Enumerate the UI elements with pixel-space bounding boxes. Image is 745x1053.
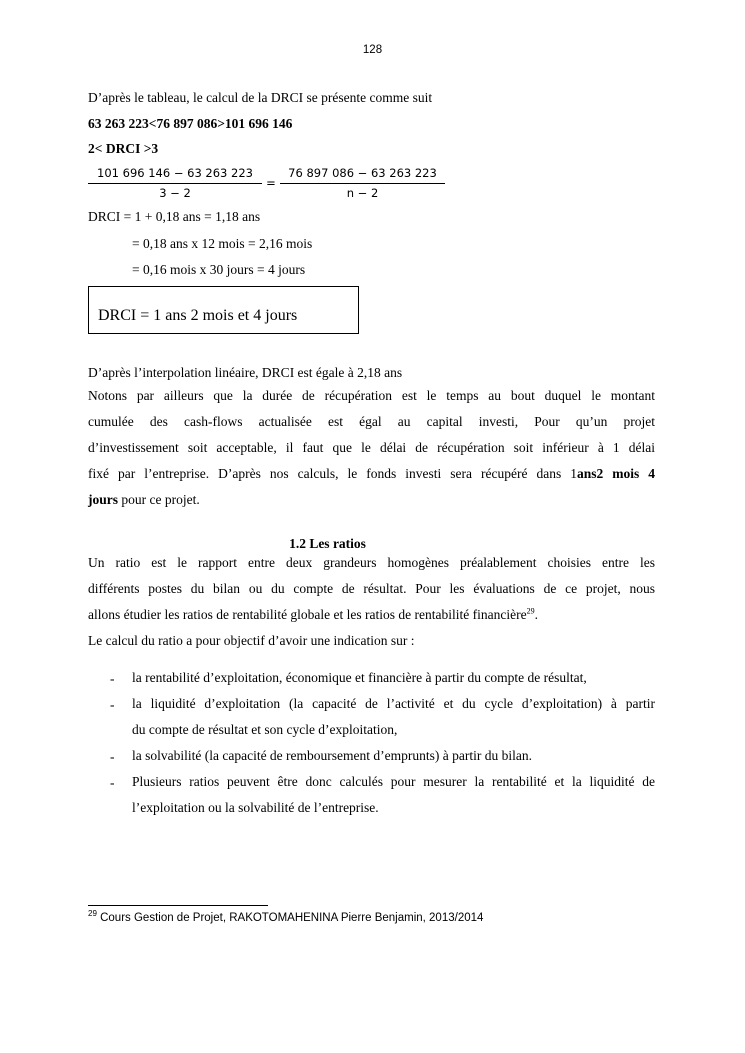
- notons-line-4-text: fixé par l’entreprise. D’après nos calculs, le fonds investi sera récupéré dans 1: [88, 466, 577, 481]
- bullet-item-4: [132, 769, 655, 821]
- section-heading: 1.2 Les ratios: [289, 536, 366, 551]
- calc-step-1: DRCI = 1 + 0,18 ans = 1,18 ans: [88, 209, 261, 224]
- notons-paragraph: [88, 383, 655, 513]
- interpolation-line: D’après l’interpolation linéaire, DRCI est égale à 2,18 ans: [88, 365, 403, 380]
- calc-intro: D’après le tableau, le calcul de la DRCI se présente comme suit: [88, 90, 433, 105]
- notons-line-5-bold: jours: [88, 492, 118, 507]
- bullet-item-2: [132, 691, 655, 743]
- ratio-line-4: Le calcul du ratio a pour objectif d’avoir une indication sur :: [88, 633, 415, 648]
- bullet-2-line-1: la liquidité d’exploitation (la capacité de l’activité et du cycle d’exploitation) à partir: [132, 696, 655, 711]
- ratio-line-2: différents postes du bilan ou du compte de résultat. Pour les évaluations de ce projet, nous: [88, 581, 655, 596]
- eq-left-denominator: 3 − 2: [159, 186, 191, 200]
- result-box: [88, 286, 359, 334]
- inequality-line: 63 263 223<76 897 086>101 696 146: [88, 116, 293, 131]
- bullet-marker-2: -: [110, 697, 115, 712]
- ratio-line-3-end: .: [534, 607, 538, 622]
- eq-right-denominator: n − 2: [346, 186, 379, 200]
- bullet-item-1: [132, 665, 655, 691]
- footnote-text: Cours Gestion de Projet, RAKOTOMAHENINA Pierre Benjamin, 2013/2014: [96, 912, 484, 924]
- bullet-4-line-2: l’exploitation ou la solvabilité de l’entreprise.: [132, 800, 379, 815]
- notons-line-5: [88, 487, 655, 513]
- bullet-marker-4: -: [110, 775, 115, 790]
- notons-line-4-bold: ans2 mois 4: [576, 466, 656, 481]
- ratio-paragraph: [88, 550, 655, 654]
- eq-left-numerator: 101 696 146 − 63 263 223: [97, 166, 253, 180]
- eq-left-fraction-bar: [88, 183, 262, 184]
- notons-line-1: Notons par ailleurs que la durée de récupération est le temps au bout duquel le montant: [88, 388, 655, 403]
- footnote-rule: [88, 905, 268, 906]
- bullet-1-line-1: la rentabilité d’exploitation, économique et financière à partir du compte de résultat,: [132, 670, 587, 685]
- eq-right-fraction-bar: [280, 183, 445, 184]
- calc-step-3: = 0,16 mois x 30 jours = 4 jours: [132, 262, 306, 277]
- bullet-marker-1: -: [110, 671, 115, 686]
- bullet-item-3: [132, 743, 655, 769]
- footnote: [88, 909, 484, 924]
- bullet-2-line-2: du compte de résultat et son cycle d’exploitation,: [132, 722, 398, 737]
- footnote-ref: 29: [526, 606, 535, 616]
- bullet-4-line-1: Plusieurs ratios peuvent être donc calculés pour mesurer la rentabilité et la liquidité de: [132, 774, 655, 789]
- notons-line-5-text: pour ce projet.: [118, 492, 200, 507]
- result-box-text: DRCI = 1 ans 2 mois et 4 jours: [98, 307, 298, 324]
- eq-equals: =: [266, 176, 276, 190]
- footnote-mark: 29: [88, 909, 97, 919]
- notons-line-3: d’investissement soit acceptable, il faut que le délai de récupération soit inférieur à 1 délai: [88, 440, 655, 455]
- range-line: 2< DRCI >3: [88, 141, 159, 156]
- eq-right-numerator: 76 897 086 − 63 263 223: [288, 166, 437, 180]
- ratio-line-3-text: allons étudier les ratios de rentabilité globale et les ratios de rentabilité financière: [88, 607, 527, 622]
- notons-line-2: cumulée des cash-flows actualisée est égal au capital investi, Pour qu’un projet: [88, 414, 655, 429]
- calc-step-2: = 0,18 ans x 12 mois = 2,16 mois: [132, 236, 313, 251]
- notons-line-4: [88, 461, 655, 487]
- ratio-line-1: Un ratio est le rapport entre deux grandeurs homogènes préalablement choisies entre les: [88, 555, 655, 570]
- ratio-line-3: [88, 602, 655, 628]
- bullet-marker-3: -: [110, 749, 115, 764]
- page-number: 128: [362, 44, 383, 56]
- bullet-3-line-1: la solvabilité (la capacité de remboursement d’emprunts) à partir du bilan.: [132, 748, 532, 763]
